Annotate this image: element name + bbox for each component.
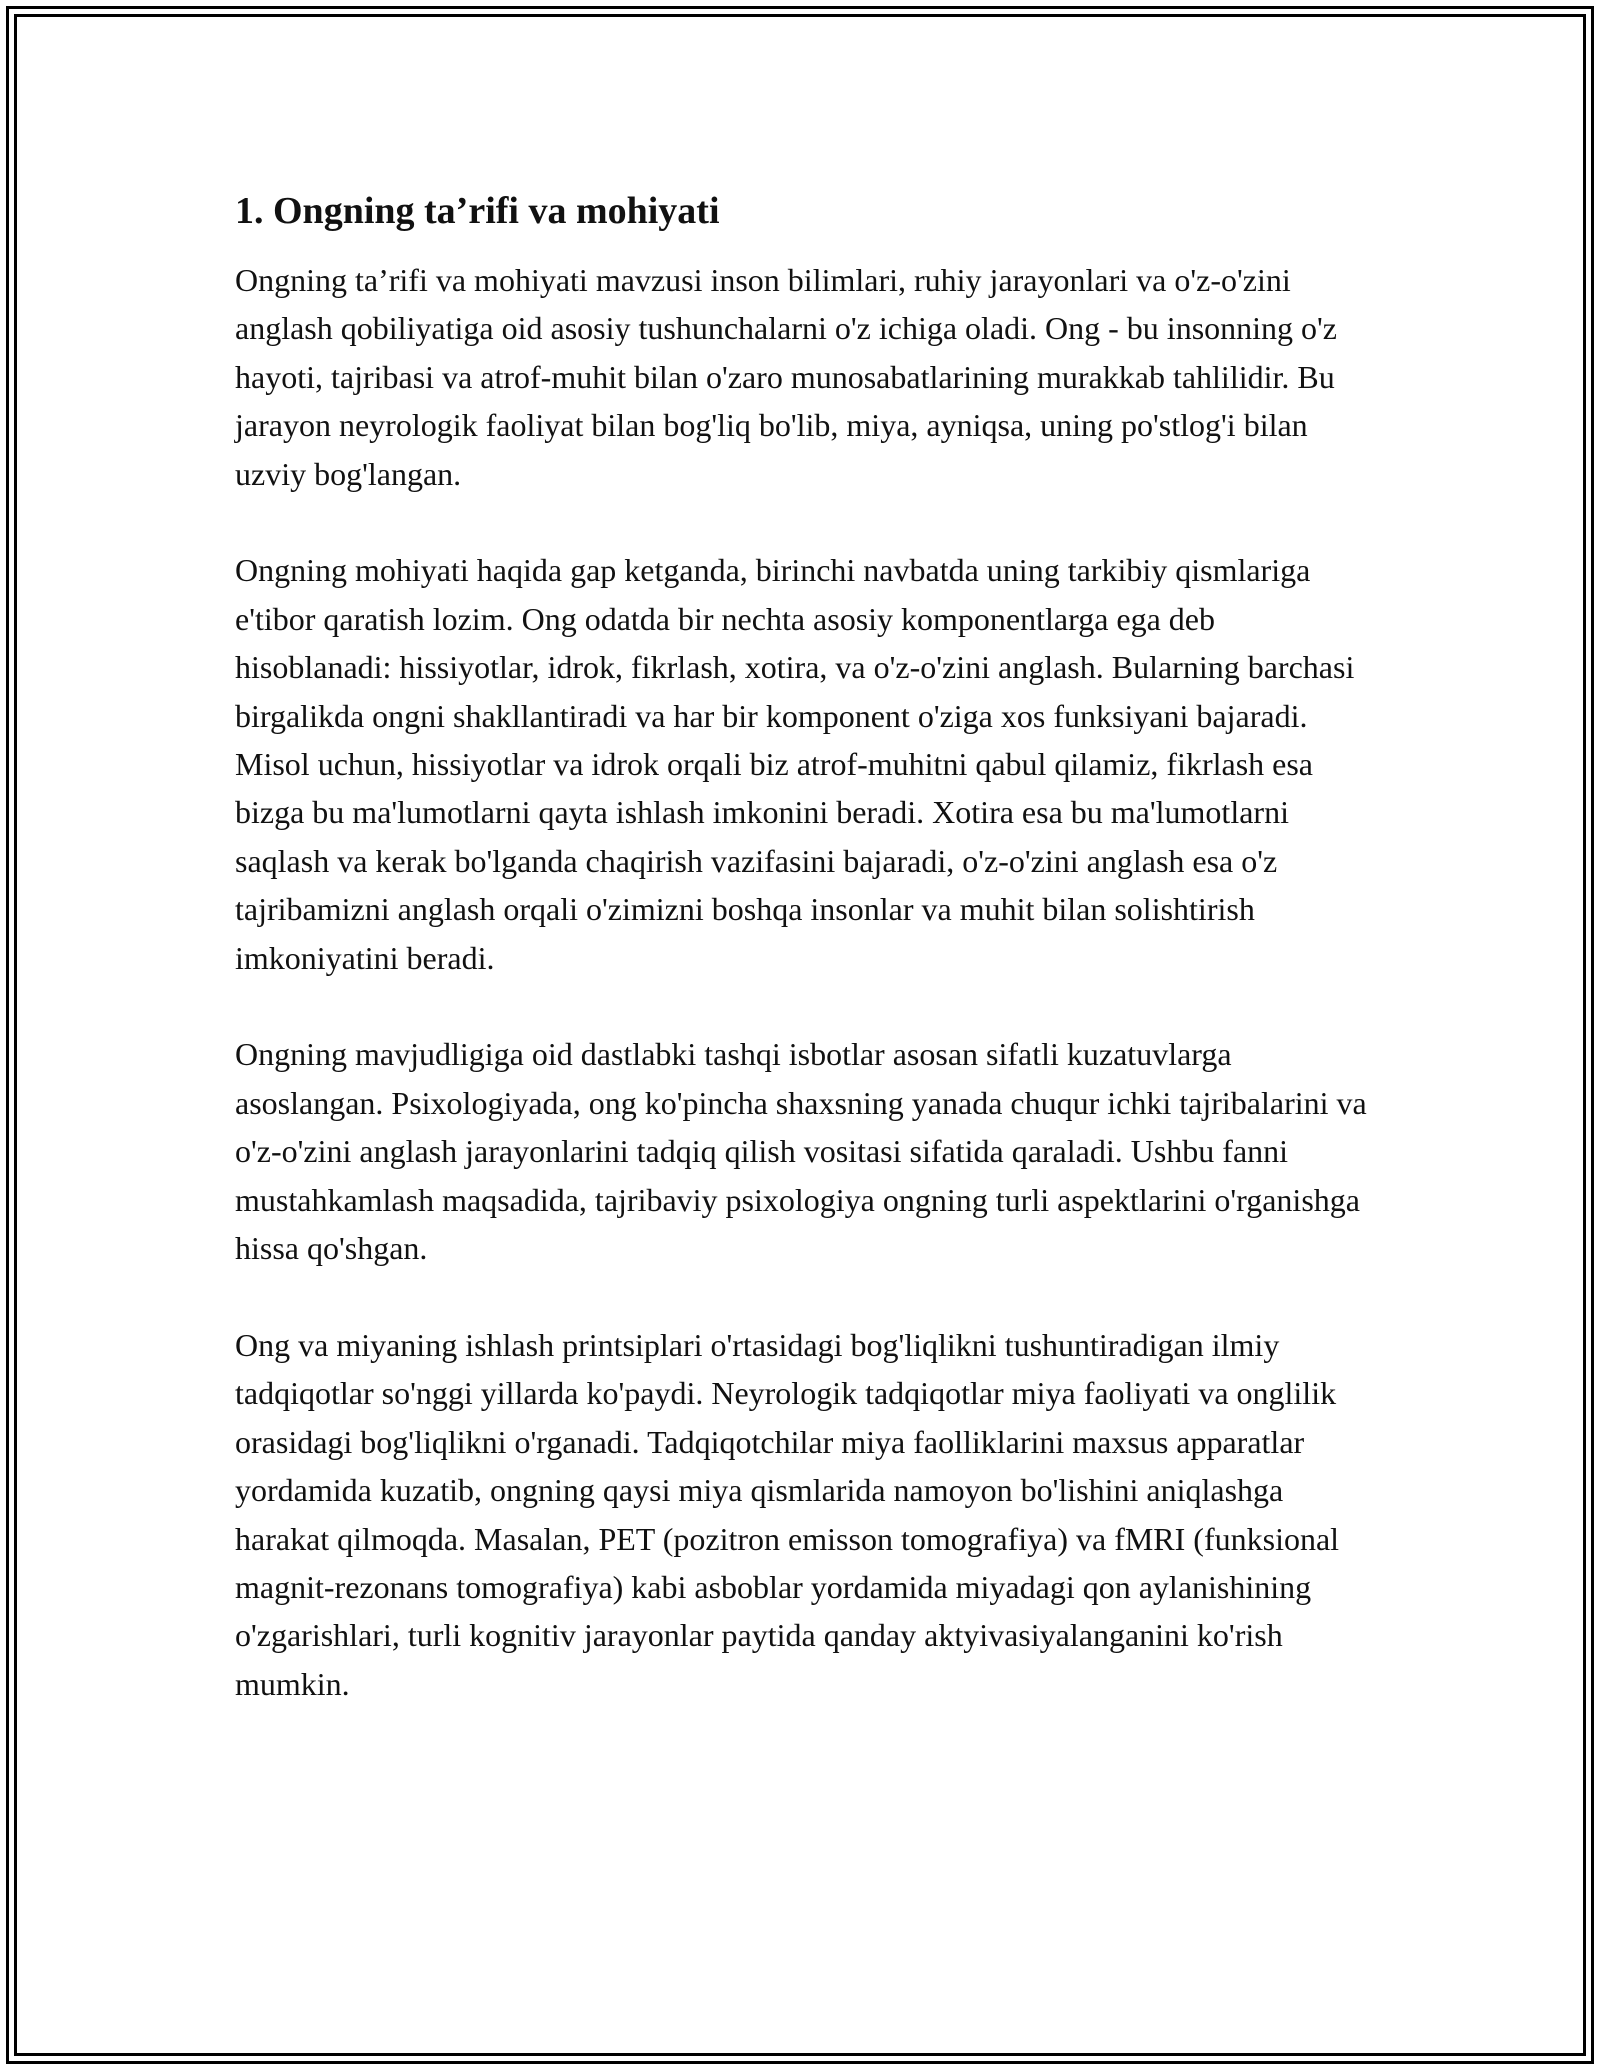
paragraph-1: Ongning ta’rifi va mohiyati mavzusi inson bilimlari, ruhiy jarayonlari va o'z-o'zini anglash qobiliyatiga oid asosiy tushunchalarni o'z ichiga oladi. Ong - bu insonning o'z hayoti, tajribasi va atrof-muhit bilan o'zaro munosabatlarining murakkab tahlilidir. Bu jarayon neyrologik faoliyat bilan bog'liq bo'lib, miya, ayniqsa, uning po'stlog'i bilan uzviy bog'langan. — [235, 262, 1337, 492]
section-heading: 1. Ongning ta’rifi va mohiyati — [235, 190, 720, 232]
paragraph-4: Ong va miyaning ishlash printsiplari o'rtasidagi bog'liqlikni tushuntiradigan ilmiy tadqiqotlar so'nggi yillarda ko'paydi. Neyrologik tadqiqotlar miya faoliyati va onglilik orasidagi bog'liqlikni o'rganadi. Tadqiqotchilar miya faolliklarini maxsus apparatlar yordamida kuzatib, ongning qaysi miya qismlarida namoyon bo'lishini aniqlashga harakat qilmoqda. Masalan, PET (pozitron emisson tomografiya) va fMRI (funksional magnit-rezonans tomografiya) kabi asboblar yordamida miyadagi qon aylanishining o'zgarishlari, turli kognitiv jarayonlar paytida qanday aktyivasiyalanganini ko'rish mumkin. — [235, 1326, 1340, 1702]
document-body — [235, 186, 1375, 1757]
paragraph-2: Ongning mohiyati haqida gap ketganda, birinchi navbatda uning tarkibiy qismlariga e'tibor qaratish lozim. Ong odatda bir nechta asosiy komponentlarga ega deb hisoblanadi: hissiyotlar, idrok, fikrlash, xotira, va o'z-o'zini anglash. Bularning barchasi birgalikda ongni shakllantiradi va har bir komponent o'ziga xos funksiyani bajaradi. Misol uchun, hissiyotlar va idrok orqali biz atrof-muhitni qabul qilamiz, fikrlash esa bizga bu ma'lumotlarni qayta ishlash imkonini beradi. Xotira esa bu ma'lumotlarni saqlash va kerak bo'lganda chaqirish vazifasini bajaradi, o'z-o'zini anglash esa o'z tajribamizni anglash orqali o'zimizni boshqa insonlar va muhit bilan solishtirish imkoniyatini beradi. — [235, 552, 1355, 976]
paragraph-3: Ongning mavjudligiga oid dastlabki tashqi isbotlar asosan sifatli kuzatuvlarga asoslangan. Psixologiyada, ong ko'pincha shaxsning yanada chuqur ichki tajribalarini va o'z-o'zini anglash jarayonlarini tadqiq qilish vositasi sifatida qaraladi. Ushbu fanni mustahkamlash maqsadida, tajribaviy psixologiya ongning turli aspektlarini o'rganishga hissa qo'shgan. — [235, 1036, 1367, 1267]
